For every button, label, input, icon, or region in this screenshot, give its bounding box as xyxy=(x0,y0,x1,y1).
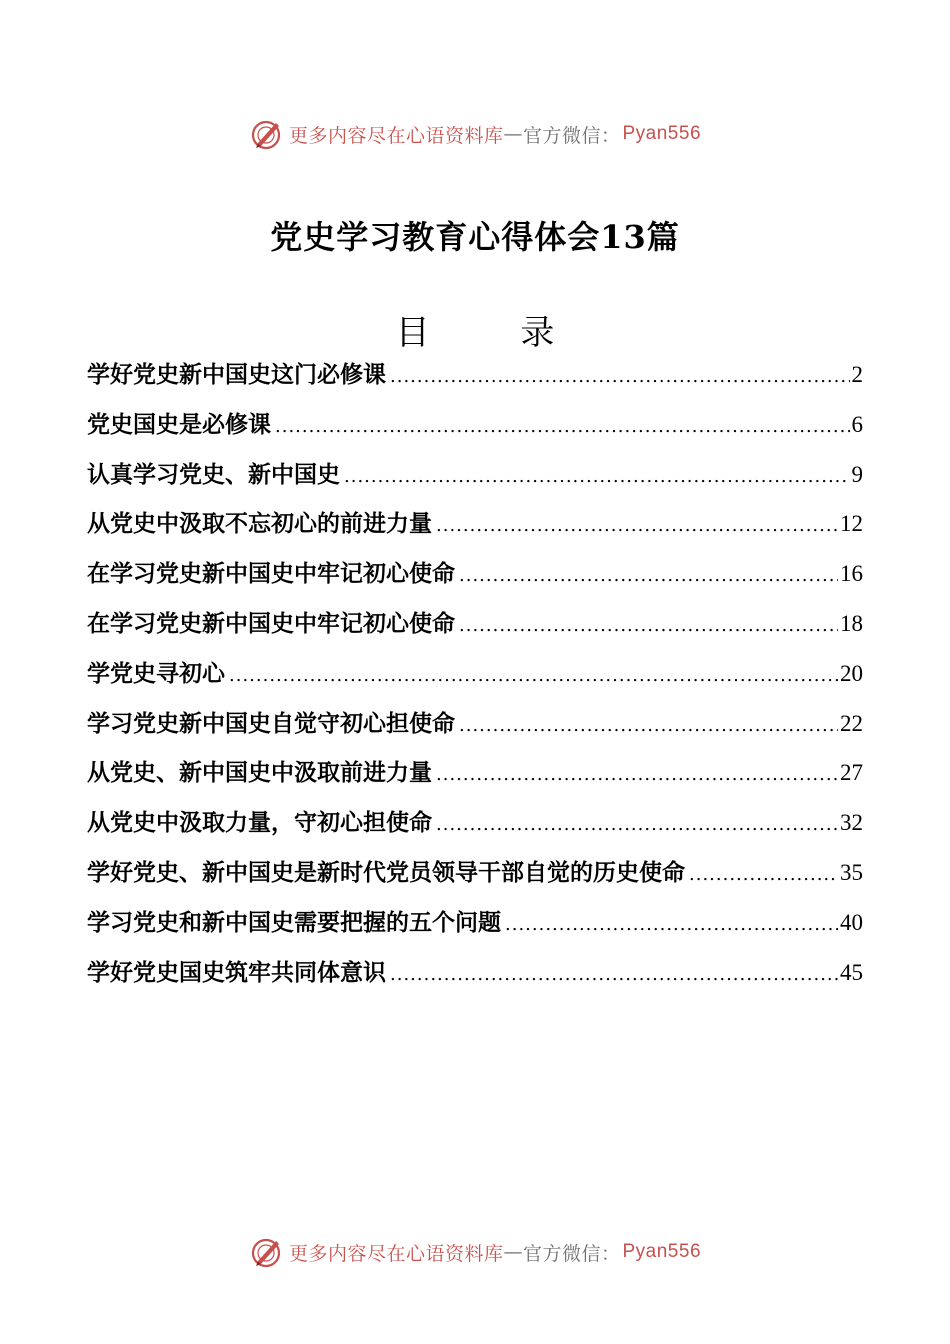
toc-entry[interactable] xyxy=(87,400,863,450)
banner-wechat-label: 官方微信： xyxy=(522,1242,621,1265)
toc-leader-dots xyxy=(689,850,838,900)
banner-dash: — xyxy=(503,123,523,145)
toc-entry-title: 在学习党史新中国史中牢记初心使命 xyxy=(87,609,455,637)
toc-leader-dots xyxy=(505,900,838,950)
toc-leader-dots xyxy=(390,950,838,1000)
toc-entry-page: 2 xyxy=(851,362,863,387)
toc-entry[interactable] xyxy=(87,499,863,549)
toc-entry-page: 20 xyxy=(840,660,863,686)
toc-leader-dots xyxy=(390,352,850,402)
toc-entry-page: 32 xyxy=(840,810,863,836)
toc-entry[interactable] xyxy=(87,599,863,649)
pen-logo-icon xyxy=(249,117,283,151)
toc-entry[interactable] xyxy=(87,898,863,948)
table-of-contents xyxy=(87,350,863,997)
toc-leader-dots xyxy=(275,402,850,452)
toc-entry-title: 学好党史新中国史这门必修课 xyxy=(87,361,386,388)
toc-entry-title: 从党史中汲取力量，守初心担使命 xyxy=(87,809,432,837)
toc-leader-dots xyxy=(459,551,838,601)
toc-entry-title: 学好党史国史筑牢共同体意识 xyxy=(87,958,386,986)
toc-entry[interactable] xyxy=(87,948,863,998)
toc-entry-title: 从党史中汲取不忘初心的前进力量 xyxy=(87,510,432,538)
toc-entry-page: 45 xyxy=(840,959,863,985)
banner-wechat-id: Pyan556 xyxy=(622,123,702,144)
toc-entry-page: 35 xyxy=(840,859,863,885)
toc-entry-page: 40 xyxy=(840,909,863,935)
toc-entry-page: 27 xyxy=(840,760,863,786)
toc-entry-title: 学党史寻初心 xyxy=(87,659,225,687)
banner-text: 更多内容尽在心语资料库 xyxy=(288,124,504,147)
footer-banner xyxy=(0,1235,950,1269)
toc-entry-page: 6 xyxy=(851,411,863,437)
toc-entry-title: 学习党史和新中国史需要把握的五个问题 xyxy=(87,908,501,936)
toc-entry-page: 16 xyxy=(840,561,863,587)
toc-entry[interactable] xyxy=(87,649,863,699)
toc-leader-dots xyxy=(229,651,838,701)
toc-entry[interactable] xyxy=(87,350,863,400)
banner-wechat-id: Pyan556 xyxy=(622,1241,702,1262)
toc-entry-page: 22 xyxy=(840,710,863,736)
toc-entry[interactable] xyxy=(87,549,863,599)
banner-text: 更多内容尽在心语资料库 xyxy=(288,1242,504,1265)
toc-entry-title: 学习党史新中国史自觉守初心担使命 xyxy=(87,709,455,737)
toc-leader-dots xyxy=(459,701,838,751)
toc-heading: 目 录 xyxy=(395,313,595,353)
toc-entry[interactable] xyxy=(87,748,863,798)
header-banner xyxy=(0,117,950,151)
banner-dash: — xyxy=(503,1241,523,1263)
toc-entry[interactable] xyxy=(87,798,863,848)
toc-leader-dots xyxy=(436,750,838,800)
toc-entry-title: 在学习党史新中国史中牢记初心使命 xyxy=(87,560,455,588)
pen-logo-icon xyxy=(249,1235,283,1269)
toc-entry-title: 从党史、新中国史中汲取前进力量 xyxy=(87,759,432,787)
toc-entry[interactable] xyxy=(87,450,863,500)
toc-leader-dots xyxy=(459,601,838,651)
toc-entry[interactable] xyxy=(87,699,863,749)
banner-wechat-label: 官方微信： xyxy=(522,124,621,147)
toc-entry-page: 12 xyxy=(840,511,863,537)
toc-entry-title: 学好党史、新中国史是新时代党员领导干部自觉的历史使命 xyxy=(87,858,685,886)
toc-entry-page: 18 xyxy=(840,610,863,636)
toc-entry-title: 认真学习党史、新中国史 xyxy=(87,460,340,488)
document-title: 党史学习教育心得体会13篇 xyxy=(270,218,680,256)
toc-leader-dots xyxy=(436,501,838,551)
toc-entry-title: 党史国史是必修课 xyxy=(87,410,271,438)
toc-leader-dots xyxy=(344,452,850,502)
toc-entry-page: 9 xyxy=(851,461,863,487)
toc-entry[interactable] xyxy=(87,848,863,898)
toc-leader-dots xyxy=(436,800,838,850)
